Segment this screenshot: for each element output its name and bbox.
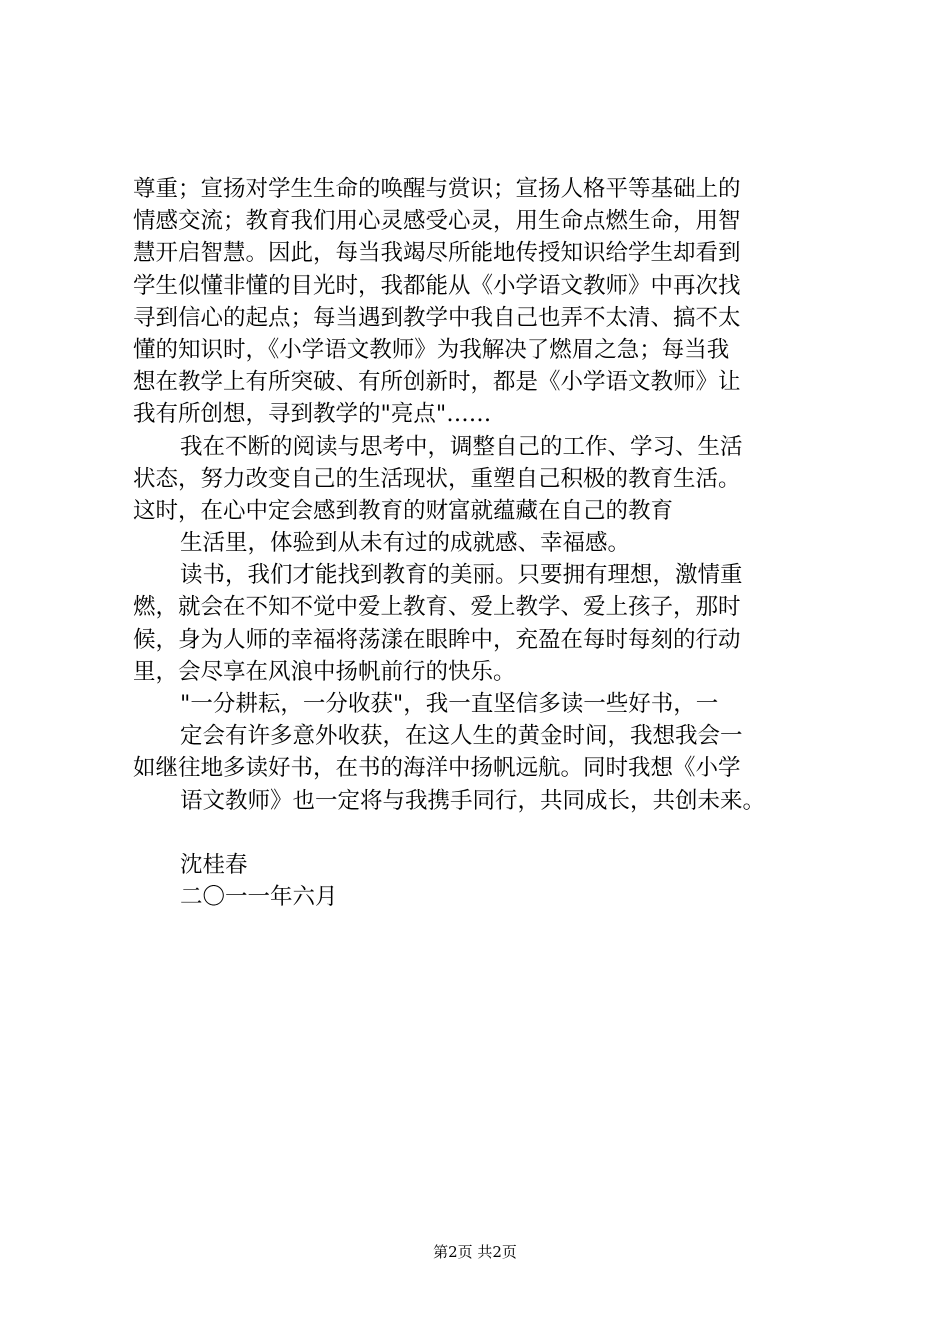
text-line: 里，会尽享在风浪中扬帆前行的快乐。	[133, 658, 516, 685]
text-line: 慧开启智慧。因此，每当我竭尽所能地传授知识给学生却看到	[133, 240, 741, 267]
text-line: 我有所创想，寻到教学的"亮点"……	[133, 401, 492, 428]
text-line: 情感交流；教育我们用心灵感受心灵，用生命点燃生命，用智	[133, 208, 741, 235]
text-line: 我在不断的阅读与思考中，调整自己的工作、学习、生活	[180, 433, 743, 460]
signature-name: 沈桂春	[180, 851, 248, 878]
text-line: 懂的知识时，《小学语文教师》为我解决了燃眉之急；每当我	[133, 336, 730, 363]
text-line: "一分耕耘，一分收获"，我一直坚信多读一些好书，一	[180, 691, 719, 717]
text-line: 学生似懂非懂的目光时，我都能从《小学语文教师》中再次找	[133, 272, 741, 299]
blank-line	[133, 817, 833, 849]
text-line: 尊重；宣扬对学生生命的唤醒与赏识；宣扬人格平等基础上的	[133, 176, 741, 202]
text-line: 语文教师》也一定将与我携手同行，共同成长，共创未来。	[180, 787, 766, 814]
signature-date: 二〇一一年六月	[180, 884, 338, 911]
text-line: 生活里，体验到从未有过的成就感、幸福感。	[180, 530, 631, 557]
text-line: 想在教学上有所突破、有所创新时，都是《小学语文教师》让	[133, 369, 741, 396]
page-number-footer: 第2页 共2页	[433, 1243, 517, 1261]
document-body	[133, 173, 833, 913]
text-line: 燃，就会在不知不觉中爱上教育、爱上教学、爱上孩子，那时	[133, 594, 741, 621]
text-line: 读书，我们才能找到教育的美丽。只要拥有理想，激情重	[180, 562, 743, 589]
text-line: 状态，努力改变自己的生活现状，重塑自己积极的教育生活。	[133, 465, 741, 492]
text-line: 候，身为人师的幸福将荡漾在眼眸中，充盈在每时每刻的行动	[133, 626, 741, 653]
text-line: 寻到信心的起点；每当遇到教学中我自己也弄不太清、搞不太	[133, 304, 741, 331]
text-line: 如继往地多读好书，在书的海洋中扬帆远航。同时我想《小学	[133, 755, 741, 782]
text-line: 定会有许多意外收获，在这人生的黄金时间，我想我会一	[180, 723, 743, 750]
text-line: 这时，在心中定会感到教育的财富就蕴藏在自己的教育	[133, 497, 674, 524]
